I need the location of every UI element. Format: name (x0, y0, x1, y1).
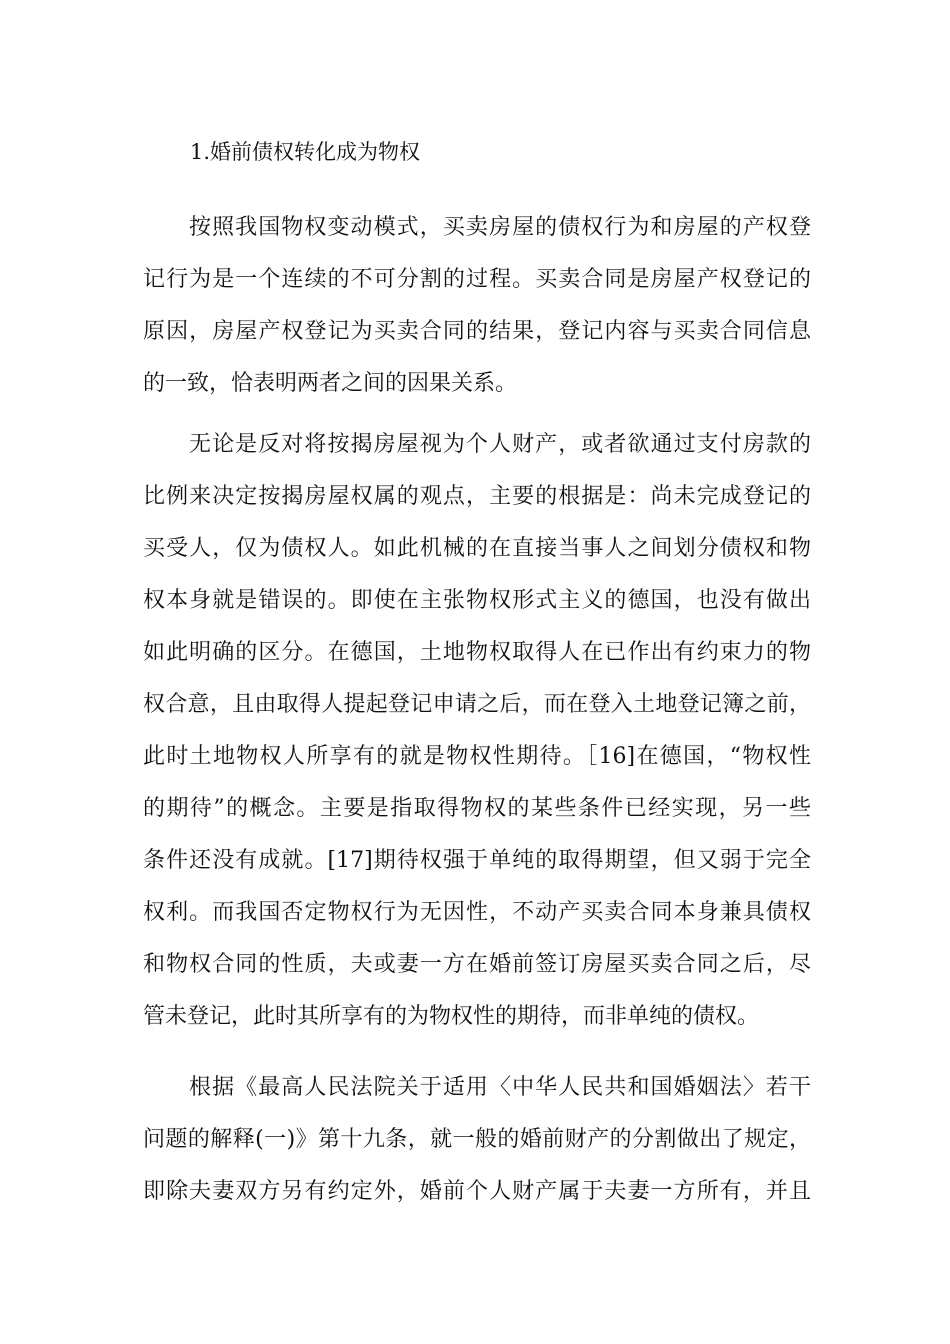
text-line: 的一致，恰表明两者之间的因果关系。 (143, 371, 518, 396)
section-heading: 1.婚前债权转化成为物权 (190, 140, 421, 164)
text-line: 权合意，且由取得人提起登记申请之后，而在登入土地登记簿之前， (143, 692, 811, 717)
text-line: 记行为是一个连续的不可分割的过程。买卖合同是房屋产权登记的 (143, 267, 811, 292)
paragraph-property-change-mode (143, 202, 811, 410)
text-line: 权本身就是错误的。即使在主张物权形式主义的德国，也没有做出 (143, 588, 811, 613)
text-line: 比例来决定按揭房屋权属的观点，主要的根据是：尚未完成登记的 (143, 484, 811, 509)
text-line: 和物权合同的性质，夫或妻一方在婚前签订房屋买卖合同之后，尽 (143, 952, 811, 977)
text-line: 此时土地物权人所享有的就是物权性期待。［16]在德国，“物权性 (143, 744, 811, 769)
text-line: 根据《最高人民法院关于适用〈中华人民共和国婚姻法〉若干 (189, 1075, 811, 1100)
text-line: 管未登记，此时其所享有的为物权性的期待，而非单纯的债权。 (143, 1004, 760, 1029)
text-line: 买受人，仅为债权人。如此机械的在直接当事人之间划分债权和物 (143, 536, 811, 561)
text-line: 如此明确的区分。在德国，土地物权取得人在已作出有约束力的物 (143, 640, 811, 665)
text-line: 的期待”的概念。主要是指取得物权的某些条件已经实现，另一些 (143, 796, 811, 821)
text-line: 无论是反对将按揭房屋视为个人财产，或者欲通过支付房款的 (189, 432, 811, 457)
text-line: 条件还没有成就。[17]期待权强于单纯的取得期望，但又弱于完全 (143, 848, 811, 873)
paragraph-mortgage-ownership (143, 419, 811, 1043)
paragraph-judicial-interpretation (143, 1062, 811, 1218)
text-line: 问题的解释(一)》第十九条，就一般的婚前财产的分割做出了规定， (143, 1127, 811, 1152)
text-line: 即除夫妻双方另有约定外，婚前个人财产属于夫妻一方所有，并且 (143, 1179, 811, 1204)
text-line: 原因，房屋产权登记为买卖合同的结果，登记内容与买卖合同信息 (143, 319, 811, 344)
text-line: 权利。而我国否定物权行为无因性，不动产买卖合同本身兼具债权 (143, 900, 811, 925)
text-line: 按照我国物权变动模式，买卖房屋的债权行为和房屋的产权登 (189, 215, 811, 240)
